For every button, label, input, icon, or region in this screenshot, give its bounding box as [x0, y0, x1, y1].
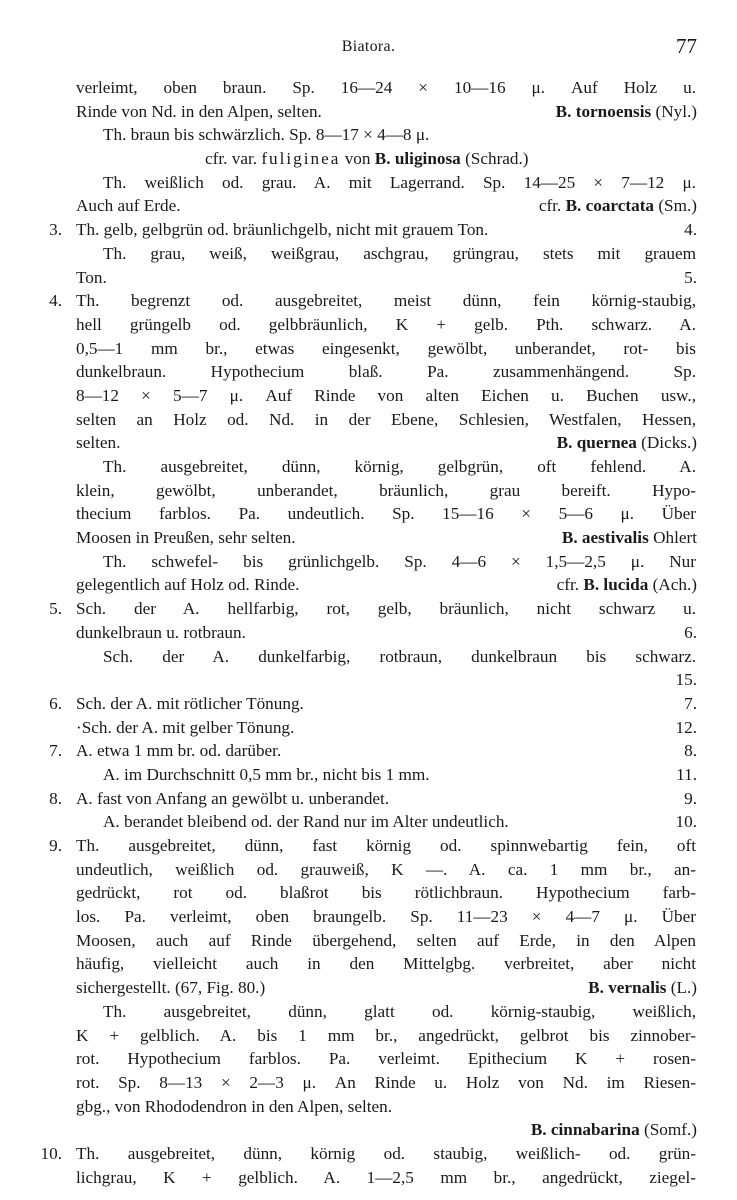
text-run: (Schrad.) — [460, 149, 529, 169]
text-line — [0, 834, 737, 858]
text-line — [0, 597, 737, 621]
line-text — [103, 1000, 696, 1024]
text-line — [0, 194, 737, 218]
right-reference — [557, 431, 697, 455]
line-text — [76, 621, 246, 645]
text-line — [0, 668, 737, 692]
text-run: selten an Holz od. Nd. in der Ebene, Schlesien, Westfalen, Hessen, — [76, 409, 696, 429]
line-text — [76, 597, 696, 621]
line-text — [76, 905, 696, 929]
text-run: Th. ausgebreitet, dünn, fast körnig od. spinnwebartig fein, oft — [76, 836, 696, 855]
text-run: Th. ausgebreitet, dünn, körnig od. staubig, weißlich- od. grün- — [76, 1143, 696, 1163]
text-line — [0, 76, 737, 100]
text-run: 6. — [684, 622, 697, 642]
species-name: B. quernea — [556, 433, 637, 453]
right-reference — [684, 218, 697, 242]
text-line — [0, 645, 737, 669]
text-line — [0, 929, 737, 953]
text-run: 15. — [675, 670, 697, 690]
line-text — [76, 1047, 696, 1071]
text-line — [0, 573, 737, 597]
line-text — [76, 1071, 696, 1095]
text-run: 10. — [675, 812, 697, 832]
text-line — [0, 1071, 737, 1095]
text-run: 0,5—1 mm br., etwas eingesenkt, gewölbt, unberandet, rot- bis — [76, 338, 696, 358]
text-run: 5. — [684, 267, 697, 287]
text-line — [0, 123, 737, 147]
text-run: Th. gelb, gelbgrün od. bräunlichgelb, nicht mit grauem Ton. — [76, 220, 489, 240]
text-run: los. Pa. verleimt, oben braungelb. Sp. 11—23 × 4—7 μ. Über — [76, 907, 696, 927]
text-line — [0, 479, 737, 503]
key-number: 7. — [49, 741, 62, 761]
line-text — [76, 976, 265, 1000]
line-text — [76, 337, 696, 361]
text-run: 8—12 × 5—7 μ. Auf Rinde von alten Eichen u. Buchen usw., — [76, 385, 696, 405]
text-run: (Ach.) — [648, 575, 697, 595]
key-number: 4. — [49, 291, 62, 311]
text-run: Th. braun bis schwärzlich. Sp. 8—17 × 4—8 μ. — [103, 125, 430, 145]
key-text-body — [0, 76, 737, 1189]
text-line — [0, 171, 737, 195]
text-line — [0, 147, 737, 171]
running-title: Biatora. — [341, 38, 396, 55]
text-run: (Somf.) — [639, 1120, 697, 1140]
line-text — [76, 739, 281, 763]
line-text — [76, 692, 304, 716]
right-reference — [684, 692, 697, 716]
text-run: 9. — [684, 788, 697, 808]
species-name: B. lucida — [583, 575, 649, 595]
line-text — [76, 360, 696, 384]
text-line — [0, 408, 737, 432]
line-text — [76, 1142, 696, 1166]
line-text — [103, 645, 696, 669]
text-run: cfr. var. — [205, 149, 262, 169]
line-text — [103, 810, 509, 834]
text-line — [0, 1000, 737, 1024]
text-line — [0, 692, 737, 716]
text-run: A. im Durchschnitt 0,5 mm br., nicht bis 1 mm. — [103, 764, 430, 784]
line-text — [76, 526, 296, 550]
text-line — [0, 218, 737, 242]
species-name: B. aestivalis — [561, 528, 649, 548]
text-line — [0, 266, 737, 290]
text-line — [0, 952, 737, 976]
text-run: Ton. — [76, 267, 107, 287]
text-run: klein, gewölbt, unberandet, bräunlich, grau bereift. Hypo- — [76, 480, 696, 500]
line-text — [76, 218, 488, 242]
text-line — [0, 100, 737, 124]
text-line — [0, 1024, 737, 1048]
text-run: 7. — [684, 693, 697, 713]
line-text — [76, 384, 696, 408]
text-run: Th. weißlich od. grau. A. mit Lagerrand. Sp. 14—25 × 7—12 μ. — [103, 172, 696, 192]
text-run: Moosen in Preußen, sehr selten. — [76, 528, 296, 548]
right-reference — [676, 763, 697, 787]
line-text — [76, 858, 696, 882]
text-run: sichergestellt. (67, Fig. 80.) — [76, 978, 266, 998]
text-run: thecium farblos. Pa. undeutlich. Sp. 15—16 × 5—6 μ. Über — [76, 504, 696, 524]
line-text — [76, 952, 696, 976]
text-run: Rinde von Nd. in den Alpen, selten. — [76, 101, 322, 121]
text-run: dunkelbraun. Hypothecium blaß. Pa. zusammenhängend. Sp. — [76, 362, 696, 382]
line-text — [76, 431, 120, 455]
line-text — [76, 408, 696, 432]
text-run: A. berandet bleibend od. der Rand nur im Alter undeutlich. — [103, 812, 509, 832]
text-line — [0, 716, 737, 740]
right-reference — [684, 787, 697, 811]
key-number: 3. — [49, 220, 62, 240]
line-text — [76, 881, 696, 905]
text-run: cfr. — [538, 196, 566, 216]
line-text — [76, 479, 696, 503]
line-text — [76, 573, 299, 597]
text-run: Th. schwefel- bis grünlichgelb. Sp. 4—6 × 1,5—2,5 μ. Nur — [103, 551, 696, 571]
species-name: B. vernalis — [588, 978, 667, 998]
text-run: Sch. der A. mit rötlicher Tönung. — [76, 693, 304, 713]
line-text — [76, 76, 696, 100]
text-line — [0, 1095, 737, 1119]
right-reference — [676, 716, 697, 740]
text-line — [0, 976, 737, 1000]
text-line — [0, 289, 737, 313]
text-line — [0, 739, 737, 763]
key-number: 5. — [49, 599, 62, 619]
text-run: gbg., von Rhododendron in den Alpen, selten. — [76, 1096, 393, 1116]
line-text — [103, 550, 696, 574]
right-reference — [588, 976, 697, 1000]
text-run: verleimt, oben braun. Sp. 16—24 × 10—16 μ. Auf Holz u. — [76, 78, 696, 97]
text-run: Sch. der A. dunkelfarbig, rotbraun, dunkelbraun bis schwarz. — [103, 646, 696, 666]
line-text — [76, 1024, 696, 1048]
text-run: Ohlert — [648, 528, 697, 548]
text-line — [0, 763, 737, 787]
variety-name: fuliginea — [261, 149, 341, 169]
text-run: 11. — [676, 764, 697, 784]
line-text — [76, 194, 181, 218]
text-line — [0, 1118, 737, 1142]
right-reference — [556, 100, 697, 124]
text-run: 4. — [684, 220, 697, 240]
text-line — [0, 1142, 737, 1166]
line-text — [76, 100, 322, 124]
text-run: rot. Hypothecium farblos. Pa. verleimt. Epithecium K + rosen- — [76, 1049, 696, 1069]
text-line — [0, 502, 737, 526]
text-run: (L.) — [666, 978, 697, 998]
right-reference — [531, 1118, 697, 1142]
text-line — [0, 360, 737, 384]
text-line — [0, 384, 737, 408]
line-text — [76, 787, 389, 811]
text-run: hell grüngelb od. gelbbräunlich, K + gelb. Pth. schwarz. A. — [76, 314, 696, 334]
text-run: (Nyl.) — [651, 101, 697, 121]
centered-reference — [205, 147, 529, 171]
text-line — [0, 810, 737, 834]
line-text — [76, 266, 107, 290]
text-run: cfr. — [556, 575, 584, 595]
text-run: 12. — [675, 717, 697, 737]
line-text — [76, 502, 696, 526]
text-line — [0, 313, 737, 337]
text-line — [0, 455, 737, 479]
text-line — [0, 242, 737, 266]
text-run: Sch. der A. hellfarbig, rot, gelb, bräunlich, nicht schwarz u. — [76, 599, 696, 619]
right-reference — [684, 739, 697, 763]
text-line — [0, 621, 737, 645]
text-line — [0, 526, 737, 550]
text-run: (Sm.) — [654, 196, 697, 216]
right-reference — [562, 526, 697, 550]
species-name: B. tornoensis — [555, 101, 652, 121]
text-line — [0, 905, 737, 929]
text-line — [0, 550, 737, 574]
text-line — [0, 337, 737, 361]
page-number: 77 — [676, 34, 697, 58]
text-run: ·Sch. der A. mit gelber Tönung. — [76, 717, 295, 737]
line-text — [76, 1166, 696, 1190]
text-run: (Dicks.) — [636, 433, 697, 453]
right-reference — [676, 810, 697, 834]
text-line — [0, 431, 737, 455]
text-line — [0, 1047, 737, 1071]
line-text — [76, 929, 696, 953]
text-run: A. etwa 1 mm br. od. darüber. — [76, 741, 282, 761]
key-number: 9. — [49, 836, 62, 855]
line-text — [103, 763, 430, 787]
text-run: gedrückt, rot od. blaßrot bis rötlichbraun. Hypothecium farb- — [76, 883, 696, 903]
line-text — [76, 289, 696, 313]
text-run: lichgrau, K + gelblich. A. 1—2,5 mm br., angedrückt, ziegel- — [76, 1167, 696, 1187]
text-run: Th. ausgebreitet, dünn, glatt od. körnig-staubig, weißlich, — [103, 1001, 696, 1021]
text-run: Th. grau, weiß, weißgrau, aschgrau, grüngrau, stets mit grauem — [103, 243, 696, 263]
text-run: gelegentlich auf Holz od. Rinde. — [76, 575, 300, 595]
text-run: selten. — [76, 433, 121, 453]
text-run: Auch auf Erde. — [76, 196, 181, 216]
right-reference — [684, 621, 697, 645]
text-run: A. fast von Anfang an gewölbt u. unberandet. — [76, 788, 390, 808]
text-line — [0, 881, 737, 905]
species-name: B. coarctata — [565, 196, 655, 216]
text-run: häufig, vielleicht auch in den Mittelgbg. verbreitet, aber nicht — [76, 954, 696, 974]
text-line — [0, 858, 737, 882]
line-text — [76, 716, 294, 740]
text-run: K + gelblich. A. bis 1 mm br., angedrückt, gelbrot bis zinnober- — [76, 1025, 696, 1045]
species-name: B. cinnabarina — [530, 1120, 640, 1140]
right-reference — [557, 573, 697, 597]
line-text — [103, 171, 696, 195]
text-run: undeutlich, weißlich od. grauweiß, K —. A. ca. 1 mm br., an- — [76, 859, 696, 879]
key-number: 6. — [49, 693, 62, 713]
right-reference — [676, 668, 697, 692]
line-text — [76, 313, 696, 337]
text-run: Th. ausgebreitet, dünn, körnig, gelbgrün, oft fehlend. A. — [103, 457, 696, 476]
line-text — [103, 455, 696, 479]
line-text — [103, 123, 429, 147]
text-run: Th. begrenzt od. ausgebreitet, meist dünn, fein körnig-staubig, — [76, 291, 696, 311]
right-reference — [539, 194, 697, 218]
line-text — [76, 1095, 392, 1119]
text-run: rot. Sp. 8—13 × 2—3 μ. An Rinde u. Holz von Nd. im Riesen- — [76, 1072, 696, 1092]
text-run: von — [340, 149, 375, 169]
line-text — [76, 834, 696, 858]
key-number: 8. — [49, 788, 62, 808]
key-number: 10. — [40, 1143, 62, 1163]
text-line — [0, 787, 737, 811]
page-header — [0, 34, 737, 66]
text-line — [0, 1166, 737, 1190]
line-text — [103, 242, 696, 266]
text-run: 8. — [684, 741, 697, 761]
text-run: Moosen, auch auf Rinde übergehend, selten auf Erde, in den Alpen — [76, 930, 696, 950]
species-name: B. uliginosa — [374, 149, 461, 169]
text-run: dunkelbraun u. rotbraun. — [76, 622, 246, 642]
right-reference — [684, 266, 697, 290]
